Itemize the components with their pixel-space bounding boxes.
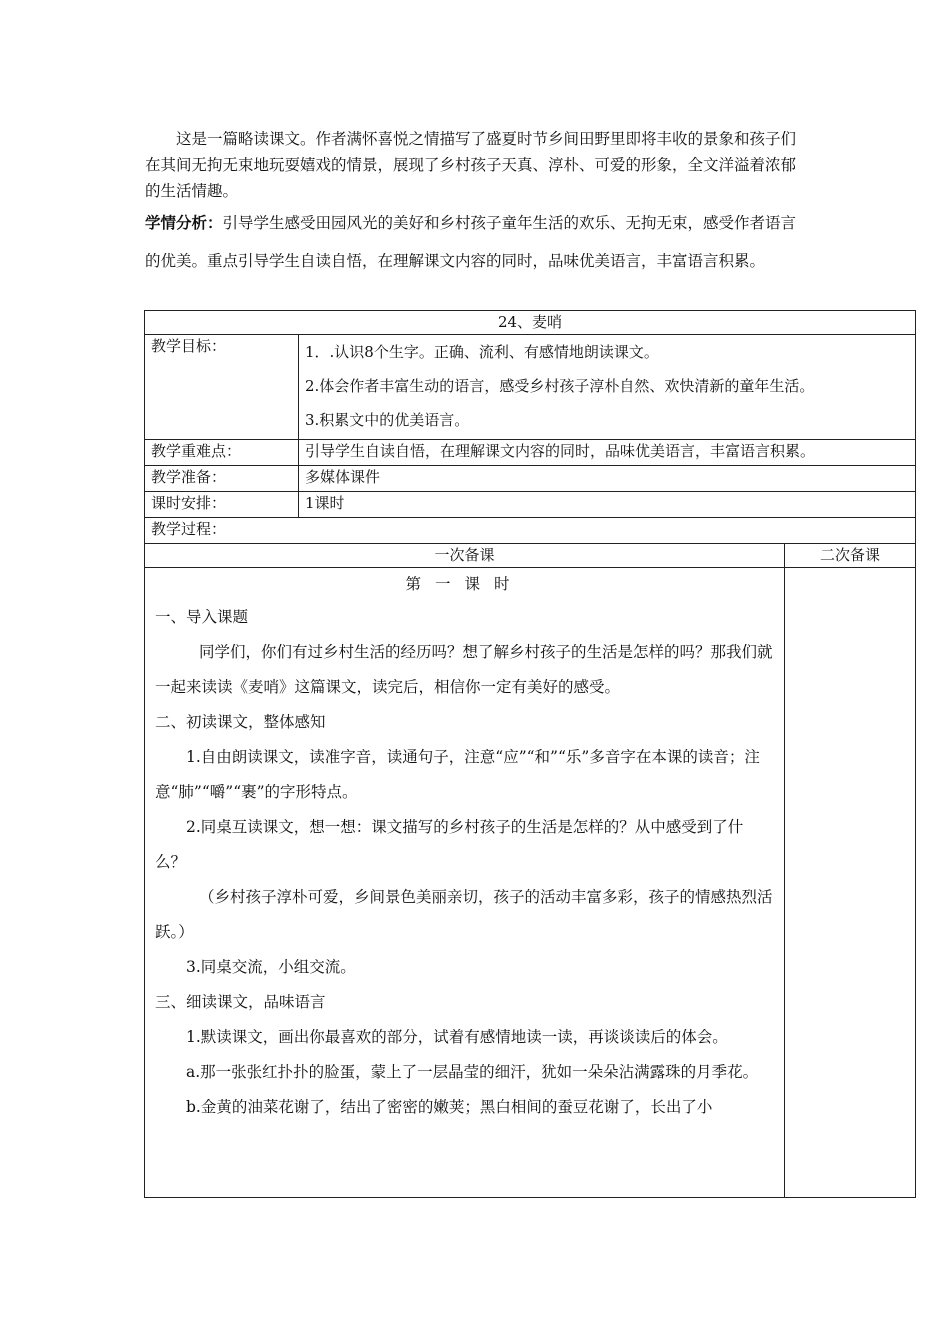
section-heading: 三、细读课文，品味语言	[155, 993, 326, 1011]
prep-label: 教学准备：	[145, 466, 299, 492]
lesson-paragraph: 1.默读课文，画出你最喜欢的部分，试着有感情地读一读，再谈谈读后的体会。	[186, 1028, 728, 1046]
column-header-row	[145, 544, 916, 568]
prep-row	[145, 466, 916, 492]
first-prep-header: 一次备课	[145, 544, 785, 568]
goal-item: 3.积累文中的优美语言。	[305, 411, 470, 429]
time-row	[145, 492, 916, 518]
first-prep-content	[145, 568, 785, 1198]
goals-cell	[299, 335, 916, 440]
process-row	[145, 518, 916, 544]
goals-label: 教学目标：	[145, 335, 299, 440]
analysis-text: 引导学生感受田园风光的美好和乡村孩子童年生活的欢乐、无拘无束，感受作者语言的优美。重点引导学生自读自悟，在理解课文内容的同时，品味优美语言，丰富语言积累。	[145, 214, 797, 270]
lesson-title-cell: 24、麦哨	[145, 311, 916, 335]
analysis-label: 学情分析：	[145, 213, 223, 232]
time-text: 1课时	[299, 492, 916, 518]
goals-row	[145, 335, 916, 440]
lesson-period-title: 第一课时	[405, 575, 524, 593]
lesson-body-row	[145, 568, 916, 1198]
lesson-paragraph: a.那一张张红扑扑的脸蛋，蒙上了一层晶莹的细汗，犹如一朵朵沾满露珠的月季花。	[186, 1063, 759, 1081]
key-text: 引导学生自读自悟，在理解课文内容的同时，品味优美语言，丰富语言积累。	[299, 440, 916, 466]
title-row	[145, 311, 916, 335]
intro-paragraph: 这是一篇略读课文。作者满怀喜悦之情描写了盛夏时节乡间田野里即将丰收的景象和孩子们在其间无拘无束地玩耍嬉戏的情景，展现了乡村孩子天真、淳朴、可爱的形象，全文洋溢着浓郁的生活情趣。	[145, 130, 797, 200]
prep-text: 多媒体课件	[299, 466, 916, 492]
section-heading: 一、导入课题	[155, 608, 249, 626]
lesson-paragraph: 同学们，你们有过乡村生活的经历吗？想了解乡村孩子的生活是怎样的吗？那我们就一起来读读《麦哨》这篇课文，读完后，相信你一定有美好的感受。	[155, 643, 773, 696]
key-row	[145, 440, 916, 466]
time-label: 课时安排：	[145, 492, 299, 518]
lesson-paragraph: b.金黄的油菜花谢了，结出了密密的嫩荚；黑白相间的蚕豆花谢了，长出了小	[186, 1098, 713, 1116]
goal-item: 2.体会作者丰富生动的语言，感受乡村孩子淳朴自然、欢快清新的童年生活。	[305, 377, 815, 395]
process-label: 教学过程：	[145, 518, 916, 544]
analysis-paragraph	[145, 204, 810, 280]
lesson-paragraph: 2.同桌互读课文，想一想：课文描写的乡村孩子的生活是怎样的？从中感受到了什么？	[155, 818, 744, 871]
second-prep-header: 二次备课	[785, 544, 916, 568]
intro-section	[145, 126, 810, 280]
lesson-plan-table	[144, 310, 916, 1198]
key-label: 教学重难点：	[145, 440, 299, 466]
lesson-paragraph: 3.同桌交流，小组交流。	[186, 958, 356, 976]
section-heading: 二、初读课文，整体感知	[155, 713, 326, 731]
lesson-paragraph: 1.自由朗读课文，读准字音，读通句子，注意“应”“和”“乐”多音字在本课的读音；注意“肺”“嚼”“裹”的字形特点。	[155, 748, 760, 801]
second-prep-content	[785, 568, 916, 1198]
goal-item: 1．.认识8个生字。正确、流利、有感情地朗读课文。	[305, 343, 659, 361]
lesson-paragraph: （乡村孩子淳朴可爱，乡间景色美丽亲切，孩子的活动丰富多彩，孩子的情感热烈活跃。）	[155, 888, 773, 941]
